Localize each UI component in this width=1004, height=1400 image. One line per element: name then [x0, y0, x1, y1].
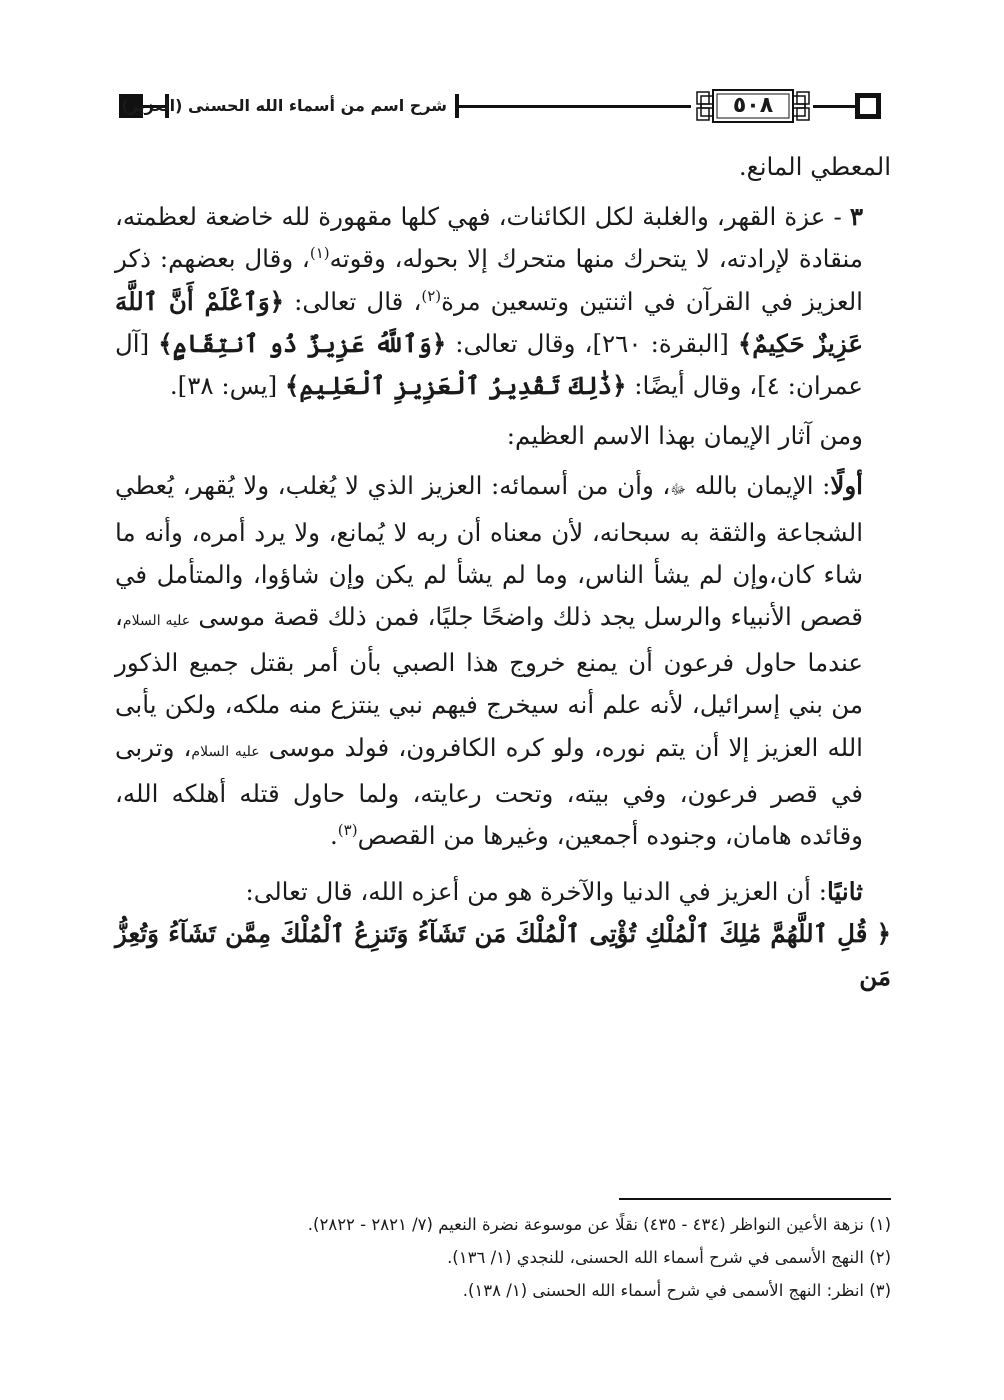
header-ornament-square-right [855, 93, 881, 119]
paragraph-text: ، وأن من أسمائه: العزيز الذي لا يُغلب، ولا يُقهر، يُعطي الشجاعة والثقة به سبحانه، لأن معناه أن ربه لا يُمانع، ولا يرد أمره، وأنه ما شاء كان،وإن لم يشأ الناس، وما لم يشأ لم يكن وإن شاؤوا، والمتأمل في قصص الأنبياء والرسل يجد ذلك واضحًا جليًا، فمن ذلك قصة موسى [115, 471, 863, 632]
running-title: شرح اسم من أسماء الله الحسنى (العزيز) [121, 96, 447, 115]
page-header [115, 82, 891, 132]
paragraph-point-3 [115, 196, 891, 407]
paragraph-text: [البقرة: ٢٦٠]، وقال تعالى: [446, 328, 738, 358]
honorific: عليه السلام [122, 613, 191, 630]
page-number: ٥٠٨ [732, 93, 774, 118]
paragraph-continuation: المعطي المانع. [738, 152, 891, 181]
footnote-1: (١) نزهة الأعين النواظر (٤٣٤ - ٤٣٥) نقلًا عن موسوعة نضرة النعيم (٧/ ٢٨٢١ - ٢٨٢٢). [307, 1215, 891, 1234]
paragraph-first [115, 465, 891, 857]
header-rule [813, 105, 855, 108]
footnote-2: (٢) النهج الأسمى في شرح أسماء الله الحسنى، للنجدي (١/ ١٣٦). [447, 1248, 891, 1267]
footnote-ref-1: (١) [309, 244, 330, 263]
quran-verse: ﴿ قُلِ ٱللَّهُمَّ مَٰلِكَ ٱلْمُلْكِ تُؤْتِى ٱلْمُلْكَ مَن تَشَآءُ وَتَنزِعُ ٱلْمُلْكَ مِمَّن تَشَآءُ وَتُعِزُّ مَن [115, 919, 891, 991]
point-number: ٣ [849, 202, 863, 232]
paragraph-text: [آل عمران: ٤]، وقال أيضًا: [115, 328, 863, 401]
quran-verse: ﴿ذَٰلِكَ تَقْدِيرُ ٱلْعَزِيزِ ٱلْعَلِيمِ﴾ [285, 371, 627, 401]
footnote-separator [619, 1198, 891, 1200]
paragraph-text: ، عندما حاول فرعون أن يمنع خروج هذا الصبي بأن أمر بقتل جميع الذكور من بني إسرائيل، لأنه علم أنه سيخرج فيهم نبي ينتزع منه ملكه، ولكن يأبى الله العزيز إلا أن يتم نوره، ولو كره الكافرون، فولد موسى [115, 602, 863, 762]
book-page [115, 82, 891, 1342]
paragraph-text: : الإيمان بالله [686, 471, 831, 501]
quran-verse-line [115, 913, 891, 997]
footnote-ref-3: (٣) [337, 821, 358, 840]
paragraph-text: ، وتربى في قصر فرعون، وفي بيته، وتحت رعايته، ولما حاول قتله أهلكه الله، وقائده هامان، وجنوده أجمعين، وغيرها من القصص [115, 732, 863, 851]
paragraph-text: ، قال تعالى: [284, 286, 422, 316]
paragraph-text: . [330, 821, 338, 851]
header-rule [459, 105, 691, 108]
paragraph-effects-intro: ومن آثار الإيمان بهذا الاسم العظيم: [506, 421, 863, 451]
ordinal-heading: أولًا [830, 471, 863, 501]
footnote-ref-2: (٢) [421, 286, 442, 305]
page-number-frame [693, 88, 813, 124]
paragraph-text: - عزة القهر، والغلبة لكل الكائنات، فهي كلها مقهورة لله خاضعة لعظمته، منقادة لإرادته، لا يتحرك منها متحرك إلا بحوله، وقوته [115, 202, 863, 274]
ordinal-heading: ثانيًا [827, 877, 863, 907]
paragraph-text: : أن العزيز في الدنيا والآخرة هو من أعزه الله، قال تعالى: [245, 877, 828, 907]
quran-verse: ﴿وَٱعْلَمْ أَنَّ ٱللَّهَ عَزِيزٌ حَكِيمٌ﴾ [115, 286, 863, 358]
paragraph-text: ، وقال بعضهم: ذكر العزيز في القرآن في اثنتين وتسعين مرة [115, 244, 863, 316]
footnotes [115, 1208, 891, 1307]
quran-verse: ﴿وَٱللَّهُ عَزِيزٌ ذُو ٱنتِقَامٍ﴾ [158, 328, 447, 358]
paragraph-second [115, 871, 891, 913]
main-text [115, 146, 891, 998]
footnote-3: (٣) انظر: النهج الأسمى في شرح أسماء الله الحسنى (١/ ١٣٨). [462, 1281, 891, 1300]
honorific: ﷻ [670, 482, 687, 499]
paragraph-text: [يس: ٣٨]. [169, 371, 286, 401]
honorific: عليه السلام [191, 743, 260, 760]
